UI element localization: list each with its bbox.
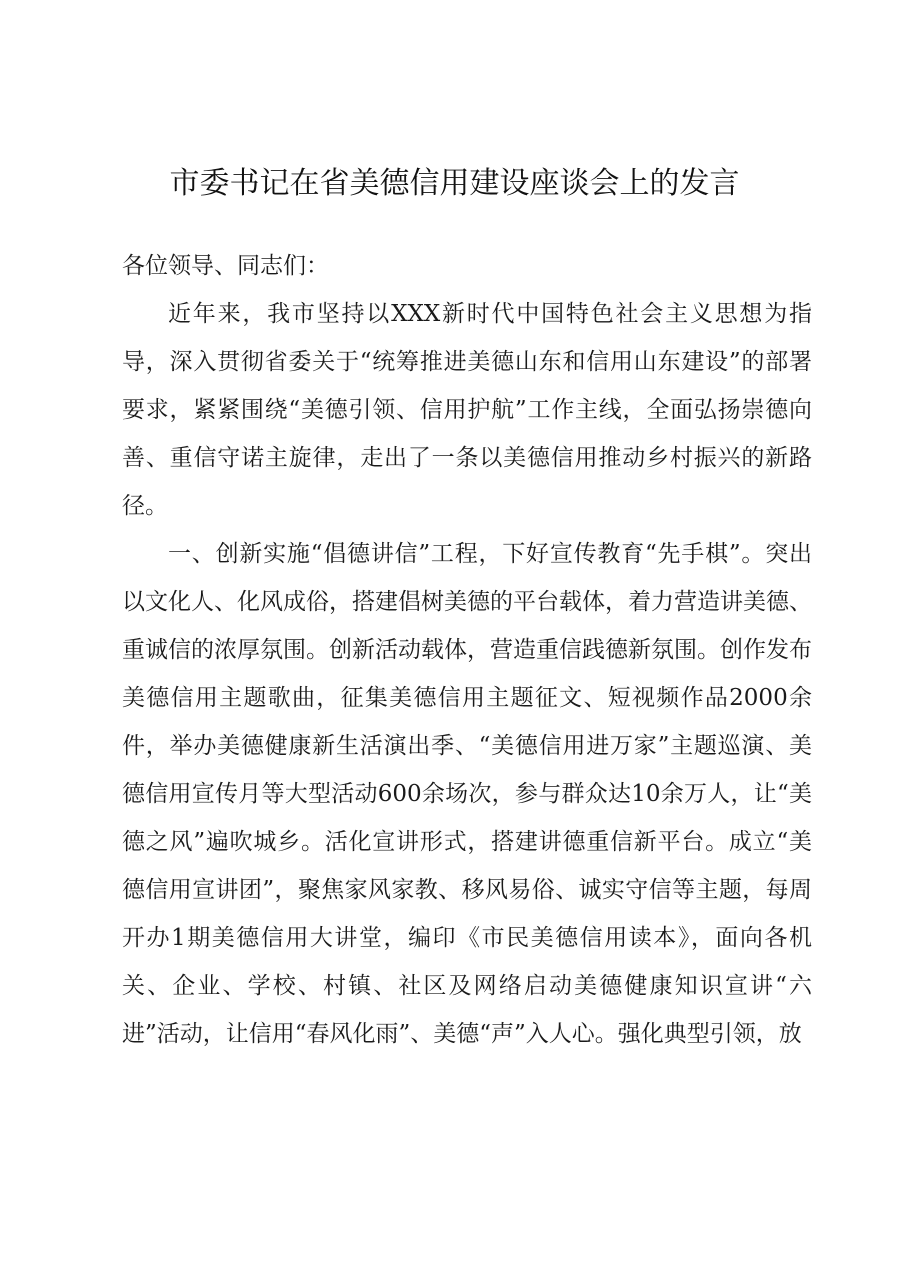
- salutation: 各位领导、同志们：: [122, 253, 329, 279]
- document-title: 市委书记在省美德信用建设座谈会上的发言: [169, 166, 740, 201]
- paragraph-intro: 近年来，我市坚持以XXX新时代中国特色社会主义思想为指导，深入贯彻省委关于“统筹推进美德山东和信用山东建设”的部署要求，紧紧围绕“美德引领、信用护航”工作主线，全面弘扬崇德向善、重信守诺主旋律，走出了一条以美德信用推动乡村振兴的新路径。: [122, 301, 812, 519]
- document-body: [122, 242, 812, 1058]
- paragraph-section-one: 一、创新实施“倡德讲信”工程，下好宣传教育“先手棋”。突出以文化人、化风成俗，搭建倡树美德的平台载体，着力营造讲美德、重诚信的浓厚氛围。创新活动载体，营造重信践德新氛围。创作发布美德信用主题歌曲，征集美德信用主题征文、短视频作品2000余件，举办美德健康新生活演出季、“美德信用进万家”主题巡演、美德信用宣传月等大型活动600余场次，参与群众达10余万人，让“美德之风”遍吹城乡。活化宣讲形式，搭建讲德重信新平台。成立“美德信用宣讲团”，聚焦家风家教、移风易俗、诚实守信等主题，每周开办1期美德信用大讲堂，编印《市民美德信用读本》，面向各机关、企业、学校、村镇、社区及网络启动美德健康知识宣讲“六进”活动，让信用“春风化雨”、美德“声”入人心。强化典型引领，放: [122, 541, 812, 1047]
